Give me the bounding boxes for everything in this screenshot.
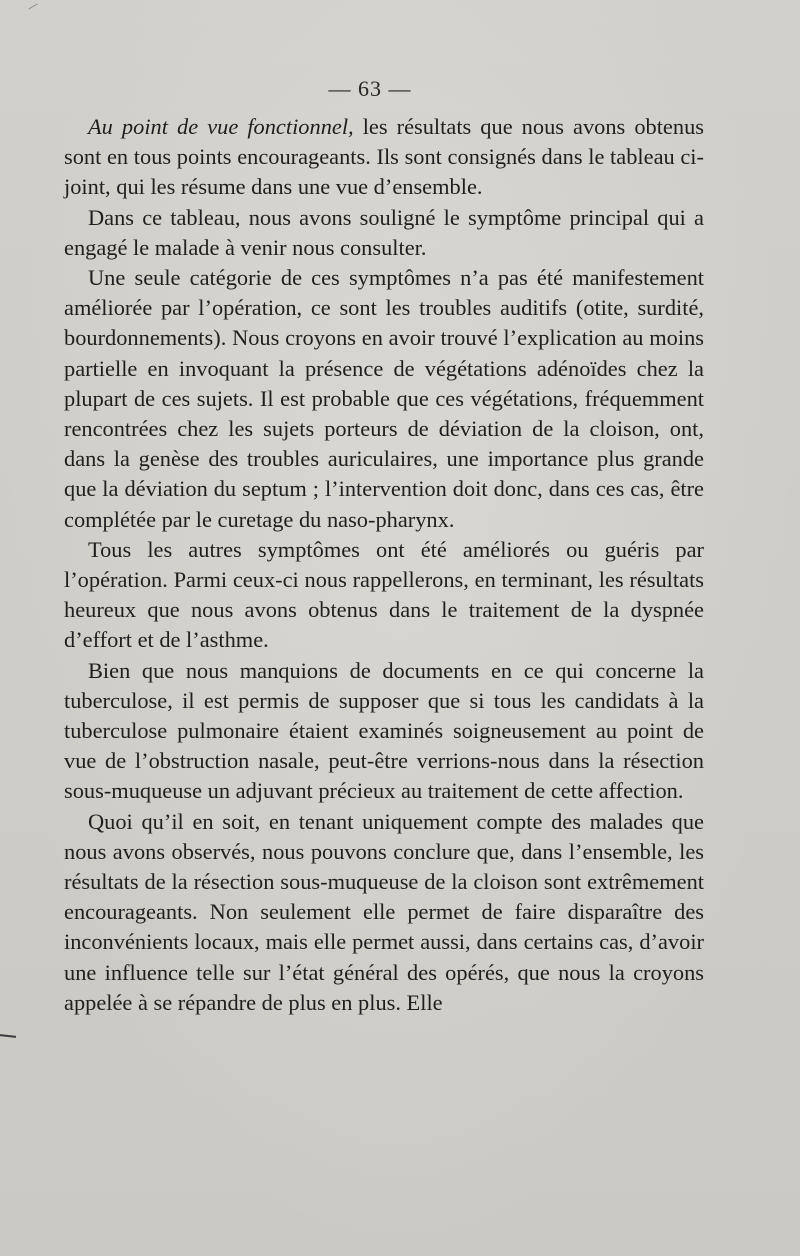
paragraph-5: Bien que nous manquions de documents en ce qui concerne la tuberculose, il est permis de supposer que si tous les candidats à la tuberculose pulmonaire étaient examinés soigneusement au point de vue de l’obstruction nasale, peut-être verrions-nous dans la résection sous-muqueuse un adjuvant précieux au traitement de cette affection.	[64, 657, 704, 804]
paragraph-2: Dans ce tableau, nous avons souligné le symptôme principal qui a engagé le malade à venir nous consulter.	[64, 204, 704, 260]
paragraph-6: Quoi qu’il en soit, en tenant uniquement compte des malades que nous avons observés, nous pouvons conclure que, dans l’ensemble, les résultats de la résection sous-muqueuse de la cloison sont extrêmement encourageants. Non seulement elle permet de faire disparaître des inconvénients locaux, mais elle permet aussi, dans certains cas, d’avoir une influence telle sur l’état général des opérés, que nous la croyons appelée à se répandre de plus en plus. Elle	[64, 808, 704, 1015]
margin-mark	[0, 1034, 16, 1038]
corner-mark	[28, 4, 37, 10]
page-number: — 63 —	[328, 76, 412, 101]
body-text	[64, 112, 704, 1018]
paragraph-1-italic-lead: Au point de vue fonctionnel,	[88, 114, 354, 139]
paragraph-1	[64, 112, 704, 203]
paragraph-3: Une seule catégorie de ces symptômes n’a pas été manifestement améliorée par l’opération, ce sont les troubles auditifs (otite, surdité, bourdonnements). Nous croyons en avoir trouvé l’explication au moins partielle en invoquant la présence de végétations adénoïdes chez la plupart de ces sujets. Il est probable que ces végétations, fréquemment rencontrées chez les sujets porteurs de déviation de la cloison, ont, dans la genèse des troubles auriculaires, une importance plus grande que la déviation du septum ; l’intervention doit donc, dans ces cas, être complétée par le curetage du naso-pharynx.	[64, 265, 704, 532]
paragraph-1-text: les résultats que nous avons obtenus sont en tous points encourageants. Ils sont consignés dans le tableau ci-joint, qui les résume dans une vue d’ensemble.	[64, 114, 704, 200]
paragraph-4: Tous les autres symptômes ont été améliorés ou guéris par l’opération. Parmi ceux-ci nous rappellerons, en terminant, les résultats heureux que nous avons obtenus dans le traitement de la dyspnée d’effort et de l’asthme.	[64, 536, 704, 653]
